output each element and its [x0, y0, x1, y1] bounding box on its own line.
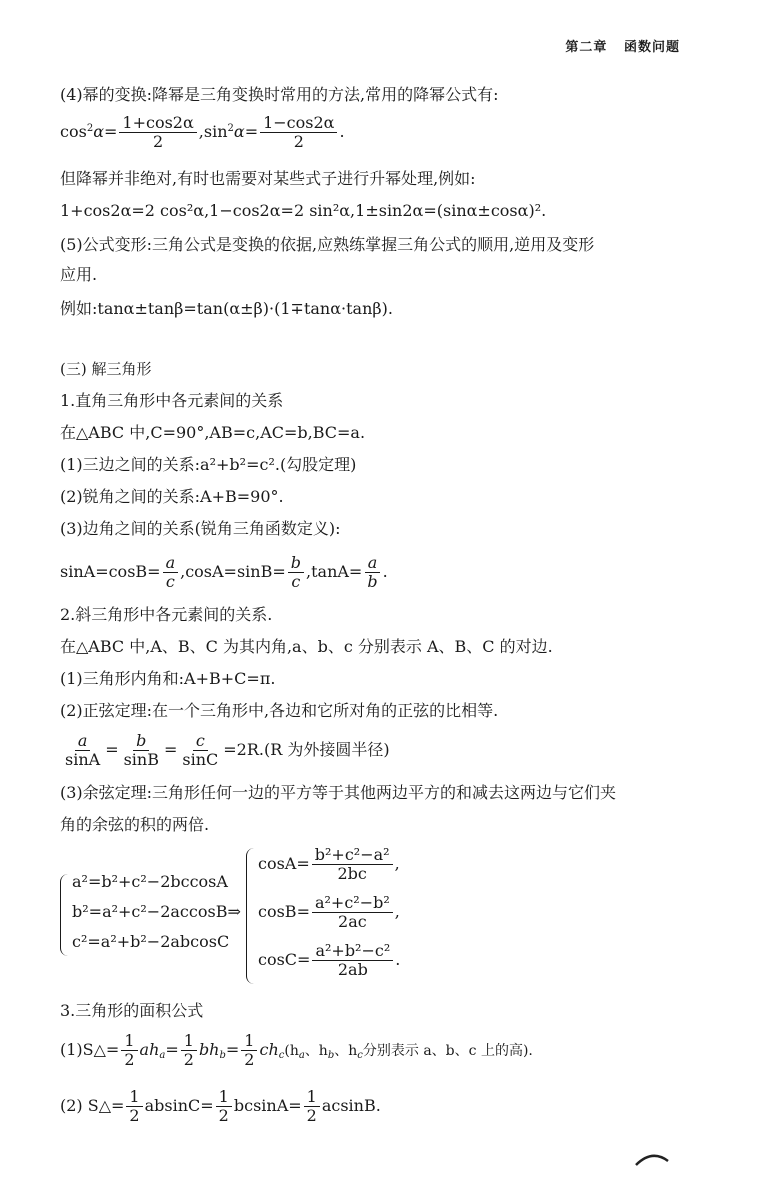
cosine-law-a: a²=b²+c²−2bccosA	[72, 872, 228, 891]
cosA-formula: cosA= $\frac{\text{b²+c²−a²}}{2bc}$ ,	[258, 845, 400, 883]
raise-power-note: 但降幂并非绝对,有时也需要对某些式子进行升幂处理,例如:	[60, 169, 476, 188]
power-transform-heading: (4)幂的变换:降幂是三角变换时常用的方法,常用的降幂公式有:	[60, 85, 499, 104]
tan-example: 例如:tanα±tanβ=tan(α±β)·(1∓tanα·tanβ).	[60, 299, 393, 318]
formula-transform-line2: 应用.	[60, 265, 98, 284]
angle-sum: (1)三角形内角和:A+B+C=π.	[60, 669, 276, 688]
cosB-formula: cosB= $\frac{\text{a²+c²−b²}}{2ac}$ ,	[258, 893, 400, 931]
law-of-cosines-line2: 角的余弦的积的两倍.	[60, 815, 210, 834]
power-reduction-formula: $\cos^2\alpha=$ $\frac{1+\cos 2\alpha}{2}$ $,\sin^2\alpha=$ $\frac{1-\cos 2\alpha}{2}$ .	[60, 113, 345, 151]
cosine-law-system	[60, 870, 260, 960]
law-of-sines-text: (2)正弦定理:在一个三角形中,各边和它所对角的正弦的比相等.	[60, 701, 499, 720]
right-brace	[246, 848, 254, 984]
cosine-law-c: c²=a²+b²−2abcosC	[72, 932, 230, 951]
chapter-label: 第二章	[565, 40, 608, 55]
formula-transform-line1: (5)公式变形:三角公式是变换的依据,应熟练掌握三角公式的顺用,逆用及变形	[60, 235, 595, 254]
chapter-title: 函数问题	[623, 40, 680, 55]
raise-power-formula: 1+cos2α=2 cos²α,1−cos2α=2 sin²α,1±sin2α=(sinα±cosα)².	[60, 201, 547, 220]
page-header	[565, 36, 680, 55]
oblique-triangle-def: 在△ABC 中,A、B、C 为其内角,a、b、c 分别表示 A、B、C 的对边.	[60, 637, 553, 656]
law-of-cosines-line1: (3)余弦定理:三角形任何一边的平方等于其他两边平方的和减去这两边与它们夹	[60, 783, 617, 802]
right-triangle-heading: 1.直角三角形中各元素间的关系	[60, 391, 284, 410]
acute-angle-relation: (2)锐角之间的关系:A+B=90°.	[60, 487, 284, 506]
area-heading: 3.三角形的面积公式	[60, 1001, 204, 1020]
trig-definition-formula: sinA=cosB= $\frac{a}{c}$ ,cosA=sinB= $\frac{b}{c}$ ,tanA= $\frac{a}{b}$ .	[60, 553, 388, 591]
cosine-law-b: b²=a²+c²−2accosB⇒	[72, 902, 241, 921]
pythagorean-relation: (1)三边之间的关系:a²+b²=c².(勾股定理)	[60, 455, 357, 474]
left-brace	[60, 874, 68, 956]
right-triangle-def: 在△ABC 中,C=90°,AB=c,AC=b,BC=a.	[60, 423, 366, 442]
oblique-triangle-heading: 2.斜三角形中各元素间的关系.	[60, 605, 273, 624]
page-corner-curl-icon	[632, 1143, 672, 1173]
area-formula-heights: (1)S△= $\frac{1}{2}$ $ah_a=$ $\frac{1}{2}$ $bh_b=$ $\frac{1}{2}$ $ch_c(h_a$、$h_b$、$h_c$分别表示 a、b、c 上的高).	[60, 1031, 533, 1069]
section-title: (三) 解三角形	[60, 360, 152, 378]
cosine-solved-system	[246, 846, 446, 986]
cosC-formula: cosC= $\frac{\text{a²+b²−c²}}{2ab}$ .	[258, 941, 401, 979]
side-angle-heading: (3)边角之间的关系(锐角三角函数定义):	[60, 519, 341, 538]
law-of-sines-formula: $\frac{a}{\sin A}$ = $\frac{b}{\sin B}$ = $\frac{c}{\sin C}$ =2R.(R 为外接圆半径)	[65, 731, 390, 769]
area-formula-sine: (2) S△= $\frac{1}{2}$ absinC= $\frac{1}{2}$ bcsinA= $\frac{1}{2}$ acsinB.	[60, 1087, 381, 1125]
